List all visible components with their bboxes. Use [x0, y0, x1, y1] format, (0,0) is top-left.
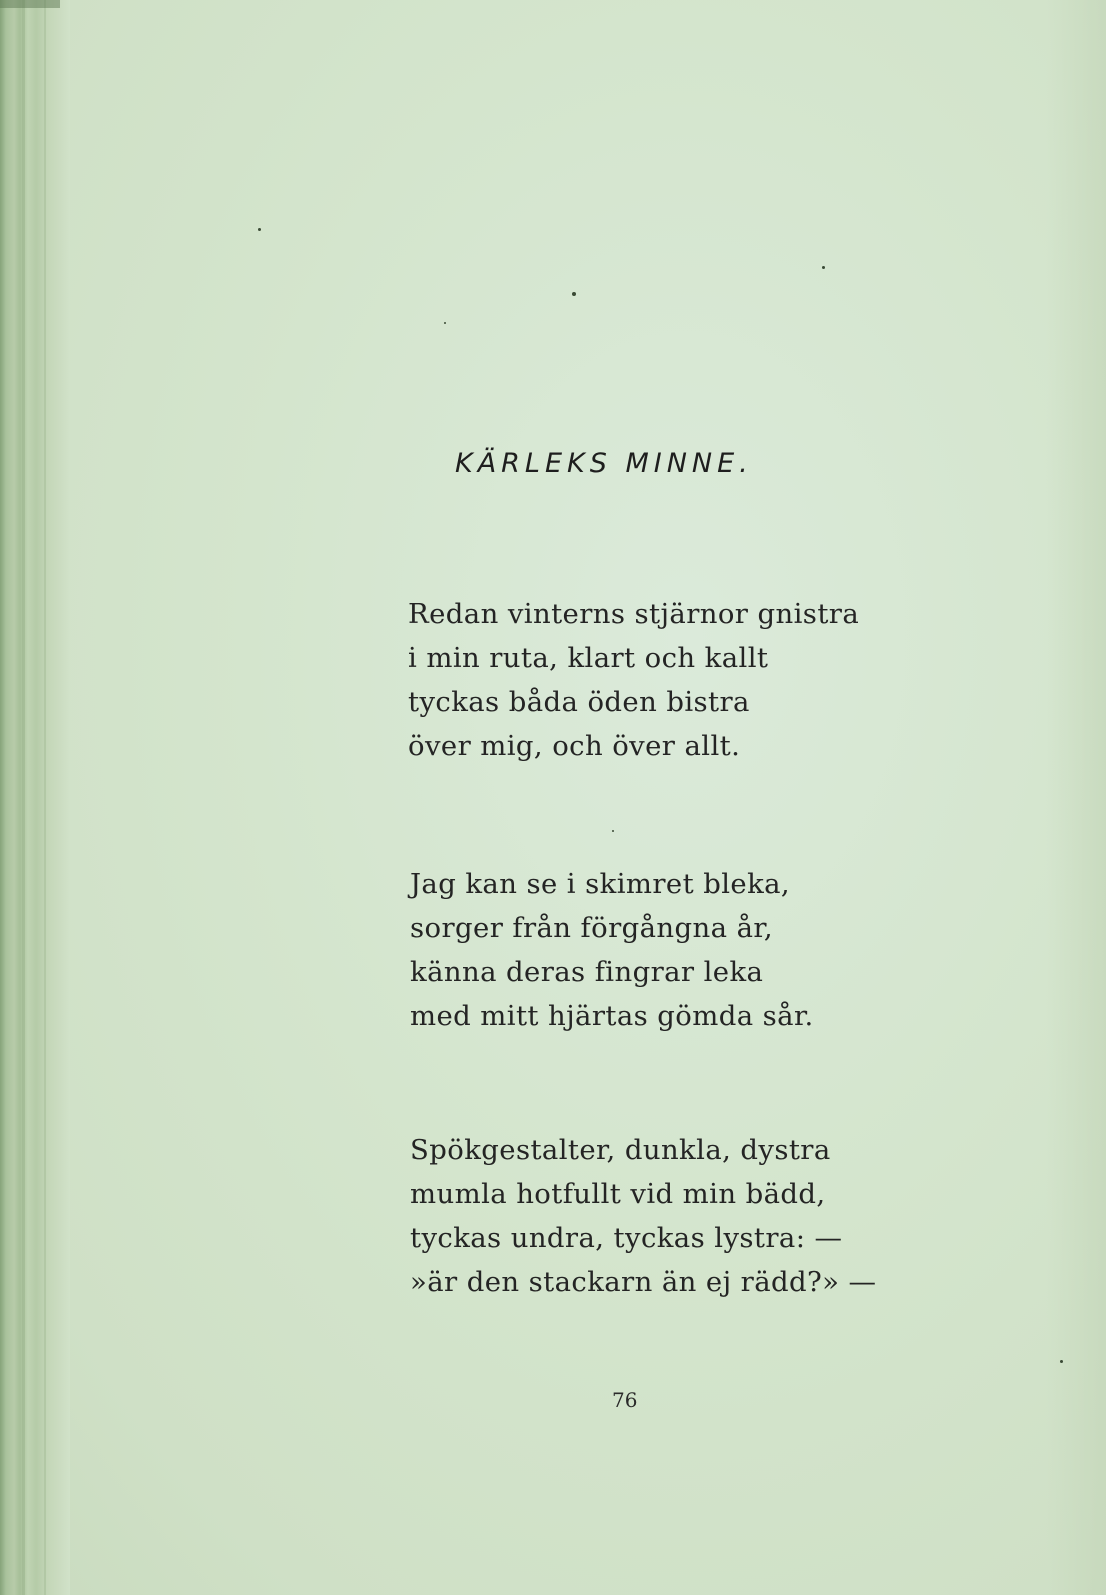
paper-speck — [612, 830, 614, 832]
poem-line: Jag kan se i skimret bleka, — [410, 868, 791, 900]
page-corner-shadow — [0, 0, 60, 8]
poem-line: sorger från förgångna år, — [410, 912, 774, 944]
poem-line: i min ruta, klart och kallt — [408, 642, 769, 674]
poem-stanza — [408, 592, 859, 768]
paper-speck — [572, 292, 576, 296]
page-number: 76 — [612, 1388, 638, 1412]
page-right-shade — [1046, 0, 1106, 1595]
poem-line: mumla hotfullt vid min bädd, — [410, 1178, 826, 1210]
poem-line: tyckas undra, tyckas lystra: — — [410, 1222, 843, 1254]
paper-speck — [258, 228, 261, 231]
paper-speck — [444, 322, 446, 324]
poem-stanza — [410, 862, 814, 1038]
poem-stanza — [410, 1128, 876, 1304]
paper-speck — [1060, 1360, 1063, 1363]
paper-speck — [822, 266, 825, 269]
poem-title: KÄRLEKS MINNE. — [455, 448, 753, 479]
poem-line: »är den stackarn än ej rädd?» — — [410, 1266, 877, 1298]
poem-line: Spökgestalter, dunkla, dystra — [410, 1134, 831, 1166]
poem-line: med mitt hjärtas gömda sår. — [410, 1000, 814, 1032]
poem-line: tyckas båda öden bistra — [408, 686, 750, 718]
book-spine-edge — [0, 0, 70, 1595]
poem-line: Redan vinterns stjärnor gnistra — [408, 598, 860, 630]
poem-line: känna deras fingrar leka — [410, 956, 764, 988]
poem-line: över mig, och över allt. — [408, 730, 741, 762]
